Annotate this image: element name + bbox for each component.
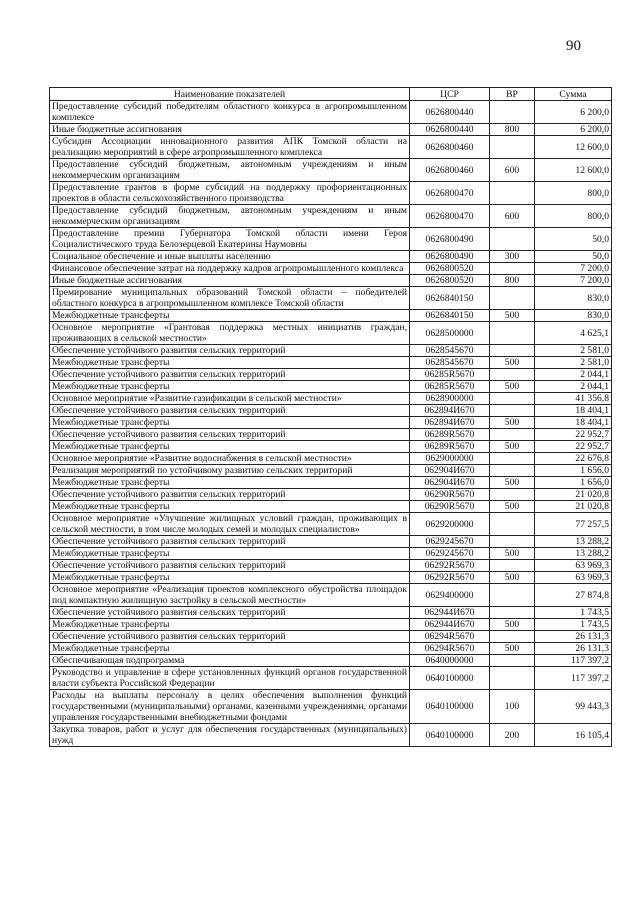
row-sum-cell: 1 743,5 [535, 607, 612, 619]
row-csr-cell: 06285R5670 [410, 381, 490, 393]
row-sum-cell: 63 969,3 [535, 572, 612, 584]
row-sum-cell: 2 581,0 [535, 357, 612, 369]
table-row [50, 453, 612, 465]
row-csr-cell: 0629400000 [410, 584, 490, 607]
table-row [50, 159, 612, 182]
table-row [50, 228, 612, 251]
row-sum-cell: 63 969,3 [535, 560, 612, 572]
table-row [50, 345, 612, 357]
row-sum-cell: 12 600,0 [535, 159, 612, 182]
table-row [50, 560, 612, 572]
row-vr-cell [490, 536, 535, 548]
row-vr-cell [490, 655, 535, 667]
row-sum-cell: 800,0 [535, 205, 612, 228]
row-vr-cell [490, 136, 535, 159]
row-csr-cell: 0626840150 [410, 287, 490, 310]
row-name-cell: Межбюджетные трансферты [50, 417, 410, 429]
row-name-cell: Обеспечение устойчивого развития сельских территорий [50, 345, 410, 357]
row-sum-cell: 117 397,2 [535, 655, 612, 667]
table-row [50, 287, 612, 310]
row-csr-cell: 0626800470 [410, 205, 490, 228]
row-vr-cell [490, 513, 535, 536]
row-vr-cell: 300 [490, 251, 535, 263]
row-vr-cell: 500 [490, 477, 535, 489]
row-csr-cell: 0626800520 [410, 263, 490, 275]
row-sum-cell: 800,0 [535, 182, 612, 205]
row-name-cell: Иные бюджетные ассигнования [50, 124, 410, 136]
row-vr-cell [490, 369, 535, 381]
row-vr-cell: 500 [490, 357, 535, 369]
table-row [50, 489, 612, 501]
table-row [50, 369, 612, 381]
table-header-row [50, 88, 612, 101]
row-name-cell: Предоставление грантов в форме субсидий на поддержку профориентационных проектов в области сельскохозяйственного производства [50, 182, 410, 205]
row-vr-cell [490, 489, 535, 501]
table-row [50, 381, 612, 393]
table-body [50, 101, 612, 747]
row-name-cell: Руководство и управление в сфере установленных функций органов государственной власти субъекта Российской Федерации [50, 667, 410, 690]
header-sum: Сумма [535, 88, 612, 101]
table-row [50, 619, 612, 631]
row-sum-cell: 99 443,3 [535, 690, 612, 724]
row-name-cell: Основное мероприятие «Развитие водоснабжения в сельской местности» [50, 453, 410, 465]
row-csr-cell: 062894И670 [410, 405, 490, 417]
row-vr-cell [490, 101, 535, 124]
row-name-cell: Обеспечение устойчивого развития сельских территорий [50, 631, 410, 643]
row-name-cell: Межбюджетные трансферты [50, 381, 410, 393]
row-vr-cell [490, 345, 535, 357]
row-name-cell: Обеспечение устойчивого развития сельских территорий [50, 489, 410, 501]
table-row [50, 136, 612, 159]
row-csr-cell: 06290R5670 [410, 489, 490, 501]
row-name-cell: Основное мероприятие «Развитие газификации в сельской местности» [50, 393, 410, 405]
row-vr-cell [490, 322, 535, 345]
row-name-cell: Субсидия Ассоциации инновационного развития АПК Томской области на реализацию мероприятий в сфере агропромышленного комплекса [50, 136, 410, 159]
row-sum-cell: 1 743,5 [535, 619, 612, 631]
row-csr-cell: 0629000000 [410, 453, 490, 465]
row-csr-cell: 0626800440 [410, 101, 490, 124]
row-vr-cell: 500 [490, 417, 535, 429]
row-sum-cell: 117 397,2 [535, 667, 612, 690]
row-name-cell: Расходы на выплаты персоналу в целях обеспечения выполнения функций государственными (муниципальными) органами, казенными учреждениями, органами управления государственными внебюджетными фондами [50, 690, 410, 724]
row-sum-cell: 6 200,0 [535, 101, 612, 124]
row-sum-cell: 2 044,1 [535, 381, 612, 393]
row-vr-cell [490, 405, 535, 417]
table-row [50, 310, 612, 322]
row-sum-cell: 830,0 [535, 287, 612, 310]
table-row [50, 655, 612, 667]
row-sum-cell: 2 044,1 [535, 369, 612, 381]
row-vr-cell: 600 [490, 205, 535, 228]
row-csr-cell: 0640100000 [410, 667, 490, 690]
header-name: Наименование показателей [50, 88, 410, 101]
row-csr-cell: 0640000000 [410, 655, 490, 667]
table-row [50, 536, 612, 548]
row-name-cell: Социальное обеспечение и иные выплаты населению [50, 251, 410, 263]
row-sum-cell: 50,0 [535, 251, 612, 263]
table-row [50, 393, 612, 405]
row-vr-cell [490, 560, 535, 572]
row-name-cell: Предоставление премии Губернатора Томской области имени Героя Социалистического труда Белозерцевой Екатерины Наумовны [50, 228, 410, 251]
row-csr-cell: 0626800490 [410, 251, 490, 263]
table-row [50, 584, 612, 607]
table-row [50, 251, 612, 263]
row-sum-cell: 21 020,8 [535, 489, 612, 501]
row-sum-cell: 12 600,0 [535, 136, 612, 159]
row-csr-cell: 06292R5670 [410, 572, 490, 584]
row-name-cell: Основное мероприятие «Реализация проектов комплексного обустройства площадок под компактную жилищную застройку в сельской местности» [50, 584, 410, 607]
row-csr-cell: 062894И670 [410, 417, 490, 429]
row-sum-cell: 22 676,8 [535, 453, 612, 465]
row-sum-cell: 13 288,2 [535, 536, 612, 548]
row-vr-cell: 500 [490, 572, 535, 584]
row-csr-cell: 06289R5670 [410, 441, 490, 453]
row-vr-cell [490, 182, 535, 205]
row-name-cell: Обеспечение устойчивого развития сельских территорий [50, 429, 410, 441]
table-row [50, 690, 612, 724]
row-csr-cell: 0628900000 [410, 393, 490, 405]
row-name-cell: Межбюджетные трансферты [50, 548, 410, 560]
header-vr: ВР [490, 88, 535, 101]
row-vr-cell [490, 667, 535, 690]
row-vr-cell [490, 393, 535, 405]
row-sum-cell: 26 131,3 [535, 631, 612, 643]
row-csr-cell: 06289R5670 [410, 429, 490, 441]
row-sum-cell: 18 404,1 [535, 417, 612, 429]
row-csr-cell: 062944И670 [410, 607, 490, 619]
row-csr-cell: 06285R5670 [410, 369, 490, 381]
row-name-cell: Иные бюджетные ассигнования [50, 275, 410, 287]
row-vr-cell [490, 631, 535, 643]
table-row [50, 205, 612, 228]
row-vr-cell [490, 263, 535, 275]
table-row [50, 643, 612, 655]
row-csr-cell: 0626800440 [410, 124, 490, 136]
table-row [50, 501, 612, 513]
table-row [50, 322, 612, 345]
row-vr-cell: 100 [490, 690, 535, 724]
row-name-cell: Межбюджетные трансферты [50, 643, 410, 655]
row-csr-cell: 06292R5670 [410, 560, 490, 572]
table-row [50, 572, 612, 584]
row-name-cell: Межбюджетные трансферты [50, 477, 410, 489]
row-csr-cell: 0629245670 [410, 536, 490, 548]
row-sum-cell: 77 257,5 [535, 513, 612, 536]
row-name-cell: Обеспечивающая подпрограмма [50, 655, 410, 667]
row-csr-cell: 06290R5670 [410, 501, 490, 513]
row-csr-cell: 0628500000 [410, 322, 490, 345]
row-csr-cell: 062944И670 [410, 619, 490, 631]
row-csr-cell: 0626800470 [410, 182, 490, 205]
table-row [50, 607, 612, 619]
row-name-cell: Межбюджетные трансферты [50, 441, 410, 453]
row-vr-cell: 800 [490, 124, 535, 136]
row-csr-cell: 0628545670 [410, 357, 490, 369]
table-row [50, 101, 612, 124]
row-name-cell: Финансовое обеспечение затрат на поддержку кадров агропромышленного комплекса [50, 263, 410, 275]
row-vr-cell: 500 [490, 310, 535, 322]
row-name-cell: Обеспечение устойчивого развития сельских территорий [50, 405, 410, 417]
row-name-cell: Обеспечение устойчивого развития сельских территорий [50, 560, 410, 572]
table-row [50, 429, 612, 441]
row-name-cell: Межбюджетные трансферты [50, 501, 410, 513]
row-sum-cell: 7 200,0 [535, 263, 612, 275]
table-row [50, 275, 612, 287]
table-row [50, 182, 612, 205]
table-row [50, 724, 612, 747]
row-sum-cell: 16 105,4 [535, 724, 612, 747]
row-sum-cell: 50,0 [535, 228, 612, 251]
row-name-cell: Обеспечение устойчивого развития сельских территорий [50, 607, 410, 619]
row-vr-cell: 500 [490, 501, 535, 513]
row-csr-cell: 06294R5670 [410, 631, 490, 643]
table-row [50, 263, 612, 275]
row-vr-cell [490, 584, 535, 607]
row-name-cell: Предоставление субсидий бюджетным, автономным учреждениям и иным некоммерческим организациям [50, 205, 410, 228]
row-vr-cell: 500 [490, 441, 535, 453]
row-csr-cell: 0640100000 [410, 724, 490, 747]
row-vr-cell: 500 [490, 381, 535, 393]
row-vr-cell [490, 465, 535, 477]
row-sum-cell: 22 952,7 [535, 429, 612, 441]
table-row [50, 417, 612, 429]
table-row [50, 477, 612, 489]
table-row [50, 124, 612, 136]
row-name-cell: Межбюджетные трансферты [50, 619, 410, 631]
table-row [50, 513, 612, 536]
row-sum-cell: 2 581,0 [535, 345, 612, 357]
row-vr-cell [490, 453, 535, 465]
row-vr-cell [490, 287, 535, 310]
row-name-cell: Предоставление субсидий победителям областного конкурса в агропромышленном комплексе [50, 101, 410, 124]
row-name-cell: Закупка товаров, работ и услуг для обеспечения государственных (муниципальных) нужд [50, 724, 410, 747]
row-csr-cell: 0626800490 [410, 228, 490, 251]
row-csr-cell: 0626800460 [410, 159, 490, 182]
table-row [50, 465, 612, 477]
row-sum-cell: 1 656,0 [535, 465, 612, 477]
budget-table [49, 87, 612, 747]
row-sum-cell: 26 131,3 [535, 643, 612, 655]
row-sum-cell: 18 404,1 [535, 405, 612, 417]
row-sum-cell: 4 625,1 [535, 322, 612, 345]
table-row [50, 548, 612, 560]
row-sum-cell: 1 656,0 [535, 477, 612, 489]
row-vr-cell: 500 [490, 643, 535, 655]
row-vr-cell: 600 [490, 159, 535, 182]
row-vr-cell [490, 607, 535, 619]
row-vr-cell: 500 [490, 619, 535, 631]
row-vr-cell [490, 429, 535, 441]
row-vr-cell [490, 228, 535, 251]
table-row [50, 405, 612, 417]
row-csr-cell: 0640100000 [410, 690, 490, 724]
table-row [50, 357, 612, 369]
table-row [50, 631, 612, 643]
row-csr-cell: 0629245670 [410, 548, 490, 560]
row-name-cell: Межбюджетные трансферты [50, 357, 410, 369]
row-csr-cell: 0626800520 [410, 275, 490, 287]
row-name-cell: Предоставление субсидий бюджетным, автономным учреждениям и иным некоммерческим организациям [50, 159, 410, 182]
row-vr-cell: 200 [490, 724, 535, 747]
row-sum-cell: 6 200,0 [535, 124, 612, 136]
row-csr-cell: 0628545670 [410, 345, 490, 357]
row-name-cell: Реализация мероприятий по устойчивому развитию сельских территорий [50, 465, 410, 477]
row-sum-cell: 41 356,8 [535, 393, 612, 405]
row-csr-cell: 0626800460 [410, 136, 490, 159]
row-vr-cell: 500 [490, 548, 535, 560]
row-sum-cell: 27 874,8 [535, 584, 612, 607]
row-csr-cell: 0626840150 [410, 310, 490, 322]
row-name-cell: Премирование муниципальных образований Томской области – победителей областного конкурса в агропромышленном комплексе Томской области [50, 287, 410, 310]
header-csr: ЦСР [410, 88, 490, 101]
row-sum-cell: 13 288,2 [535, 548, 612, 560]
row-sum-cell: 22 952,7 [535, 441, 612, 453]
table-row [50, 441, 612, 453]
page-number: 90 [566, 38, 581, 54]
row-csr-cell: 062904И670 [410, 477, 490, 489]
row-sum-cell: 21 020,8 [535, 501, 612, 513]
row-name-cell: Обеспечение устойчивого развития сельских территорий [50, 369, 410, 381]
row-csr-cell: 06294R5670 [410, 643, 490, 655]
row-csr-cell: 0629200000 [410, 513, 490, 536]
row-name-cell: Основное мероприятие «Улучшение жилищных условий граждан, проживающих в сельской местности, в том числе молодых семей и молодых специалистов» [50, 513, 410, 536]
row-name-cell: Межбюджетные трансферты [50, 572, 410, 584]
row-csr-cell: 062904И670 [410, 465, 490, 477]
row-name-cell: Межбюджетные трансферты [50, 310, 410, 322]
row-sum-cell: 830,0 [535, 310, 612, 322]
row-name-cell: Обеспечение устойчивого развития сельских территорий [50, 536, 410, 548]
row-name-cell: Основное мероприятие «Грантовая поддержка местных инициатив граждан, проживающих в сельской местности» [50, 322, 410, 345]
row-vr-cell: 800 [490, 275, 535, 287]
table-row [50, 667, 612, 690]
row-sum-cell: 7 200,0 [535, 275, 612, 287]
